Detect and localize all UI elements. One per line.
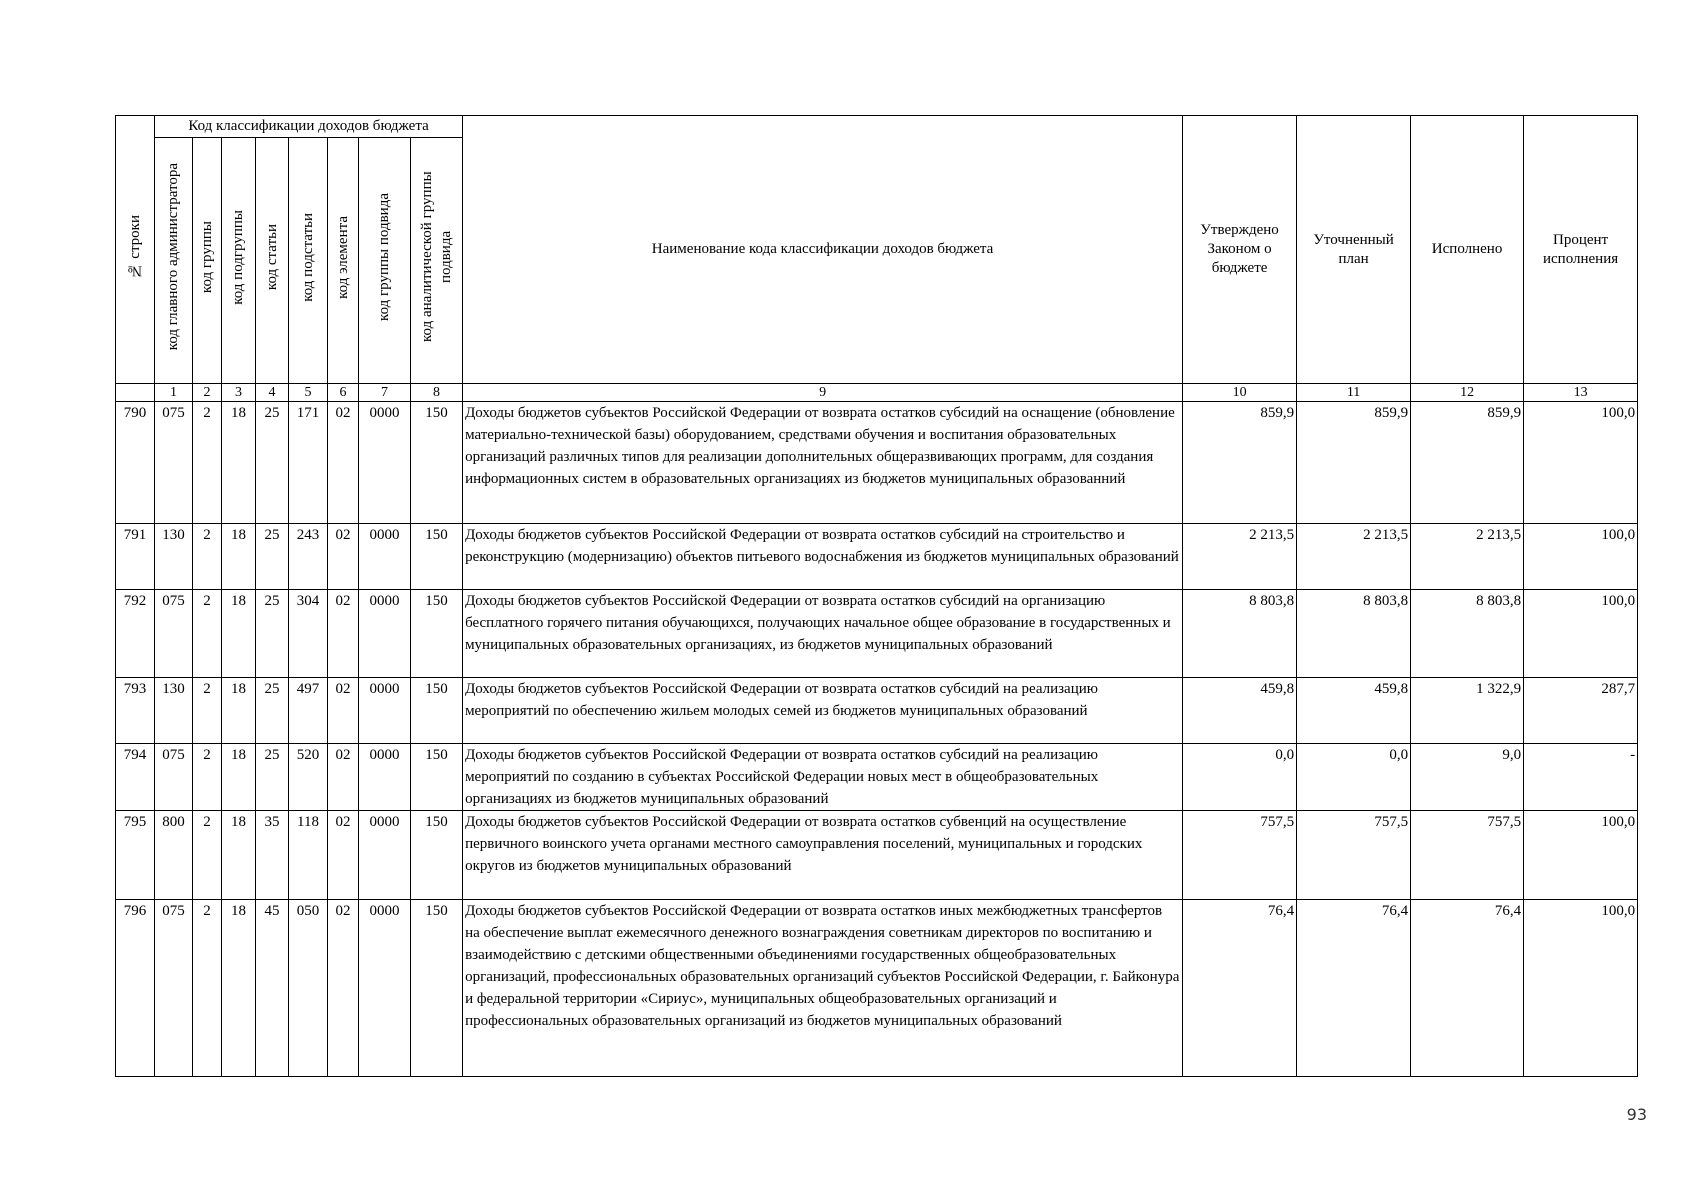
code-subtype-group: 0000 xyxy=(359,900,411,1077)
column-number: 12 xyxy=(1411,384,1524,402)
refined-value: 2 213,5 xyxy=(1297,524,1411,590)
code-subtype-group: 0000 xyxy=(359,402,411,524)
revenue-name: Доходы бюджетов субъектов Российской Федерации от возврата остатков субсидий на организацию бесплатного горячего питания обучающихся, получающих начальное общее образование в государственных и муниципальных образовательных организациях, из бюджетов муниципальных образований xyxy=(463,590,1183,678)
code-group: 2 xyxy=(193,900,222,1077)
header-executed: Исполнено xyxy=(1411,116,1524,384)
row-number: 792 xyxy=(116,590,155,678)
code-subarticle: 243 xyxy=(289,524,328,590)
code-article: 25 xyxy=(256,744,289,811)
code-subgroup: 18 xyxy=(222,402,256,524)
refined-value: 459,8 xyxy=(1297,678,1411,744)
approved-value: 8 803,8 xyxy=(1183,590,1297,678)
refined-value: 8 803,8 xyxy=(1297,590,1411,678)
code-subarticle: 171 xyxy=(289,402,328,524)
header-approved: Утверждено Законом о бюджете xyxy=(1183,116,1297,384)
header-classification-group: Код классификации доходов бюджета xyxy=(155,116,463,138)
code-analytic-group: 150 xyxy=(411,590,463,678)
code-admin: 800 xyxy=(155,811,193,900)
approved-value: 757,5 xyxy=(1183,811,1297,900)
code-subtype-group: 0000 xyxy=(359,811,411,900)
code-group: 2 xyxy=(193,402,222,524)
code-analytic-group: 150 xyxy=(411,678,463,744)
header-code-subarticle: код подстатьи xyxy=(289,138,328,384)
code-group: 2 xyxy=(193,678,222,744)
executed-value: 757,5 xyxy=(1411,811,1524,900)
revenue-name: Доходы бюджетов субъектов Российской Федерации от возврата остатков субсидий на реализацию мероприятий по обеспечению жильем молодых семей из бюджетов муниципальных образований xyxy=(463,678,1183,744)
refined-value: 76,4 xyxy=(1297,900,1411,1077)
approved-value: 459,8 xyxy=(1183,678,1297,744)
column-number: 6 xyxy=(328,384,359,402)
code-subarticle: 304 xyxy=(289,590,328,678)
header-code-article: код статьи xyxy=(256,138,289,384)
table-row xyxy=(116,744,1638,811)
code-subgroup: 18 xyxy=(222,744,256,811)
code-subgroup: 18 xyxy=(222,590,256,678)
code-admin: 075 xyxy=(155,900,193,1077)
executed-value: 8 803,8 xyxy=(1411,590,1524,678)
column-number: 2 xyxy=(193,384,222,402)
code-group: 2 xyxy=(193,744,222,811)
revenue-name: Доходы бюджетов субъектов Российской Федерации от возврата остатков субсидий на оснащение (обновление материально-технической базы) оборудованием, средствами обучения и воспитания образовательных организаций различных типов для реализации дополнительных общеразвивающих программ, для создания информационных систем в образовательных организациях из бюджетов муниципальных образованний xyxy=(463,402,1183,524)
code-element: 02 xyxy=(328,402,359,524)
header-code-element: код элемента xyxy=(328,138,359,384)
header-row-number: № строки xyxy=(116,116,155,384)
executed-value: 2 213,5 xyxy=(1411,524,1524,590)
code-element: 02 xyxy=(328,678,359,744)
revenue-name: Доходы бюджетов субъектов Российской Федерации от возврата остатков иных межбюджетных трансфертов на обеспечение выплат ежемесячного денежного вознаграждения советникам директоров по воспитанию и взаимодействию с детскими общественными объединениями государственных общеобразовательных организаций, профессиональных образовательных организаций субъектов Российской Федерации, г. Байконура и федеральной территории «Сириус», муниципальных общеобразовательных организаций и профессиональных образовательных организаций из бюджетов муниципальных образований xyxy=(463,900,1183,1077)
code-subtype-group: 0000 xyxy=(359,744,411,811)
column-number: 4 xyxy=(256,384,289,402)
column-number: 1 xyxy=(155,384,193,402)
percent-value: 287,7 xyxy=(1524,678,1638,744)
code-admin: 130 xyxy=(155,678,193,744)
row-number: 795 xyxy=(116,811,155,900)
header-code-group: код группы xyxy=(193,138,222,384)
code-group: 2 xyxy=(193,524,222,590)
column-number: 3 xyxy=(222,384,256,402)
header-code-subgroup: код подгруппы xyxy=(222,138,256,384)
executed-value: 1 322,9 xyxy=(1411,678,1524,744)
code-admin: 075 xyxy=(155,402,193,524)
row-number: 794 xyxy=(116,744,155,811)
row-number: 796 xyxy=(116,900,155,1077)
table-row xyxy=(116,402,1638,524)
refined-value: 0,0 xyxy=(1297,744,1411,811)
code-article: 45 xyxy=(256,900,289,1077)
page-number: 93 xyxy=(1626,1105,1647,1124)
column-number: 7 xyxy=(359,384,411,402)
column-number: 10 xyxy=(1183,384,1297,402)
code-element: 02 xyxy=(328,744,359,811)
code-element: 02 xyxy=(328,900,359,1077)
header-refined: Уточненный план xyxy=(1297,116,1411,384)
column-number xyxy=(116,384,155,402)
executed-value: 76,4 xyxy=(1411,900,1524,1077)
row-number: 790 xyxy=(116,402,155,524)
code-group: 2 xyxy=(193,811,222,900)
code-admin: 130 xyxy=(155,524,193,590)
table-row xyxy=(116,900,1638,1077)
header-code-analytic-group: код аналитической группы подвида xyxy=(411,138,463,384)
code-element: 02 xyxy=(328,524,359,590)
code-analytic-group: 150 xyxy=(411,744,463,811)
column-number-row xyxy=(116,384,1638,402)
executed-value: 859,9 xyxy=(1411,402,1524,524)
refined-value: 859,9 xyxy=(1297,402,1411,524)
table-row xyxy=(116,811,1638,900)
percent-value: 100,0 xyxy=(1524,590,1638,678)
column-number: 9 xyxy=(463,384,1183,402)
header-percent: Процент исполнения xyxy=(1524,116,1638,384)
percent-value: 100,0 xyxy=(1524,811,1638,900)
row-number: 793 xyxy=(116,678,155,744)
code-analytic-group: 150 xyxy=(411,811,463,900)
code-subtype-group: 0000 xyxy=(359,678,411,744)
table-row xyxy=(116,590,1638,678)
code-analytic-group: 150 xyxy=(411,524,463,590)
percent-value: 100,0 xyxy=(1524,402,1638,524)
table-row xyxy=(116,524,1638,590)
code-subtype-group: 0000 xyxy=(359,524,411,590)
code-article: 25 xyxy=(256,402,289,524)
table-row xyxy=(116,678,1638,744)
code-subgroup: 18 xyxy=(222,524,256,590)
code-subarticle: 520 xyxy=(289,744,328,811)
code-element: 02 xyxy=(328,590,359,678)
code-subgroup: 18 xyxy=(222,678,256,744)
code-article: 25 xyxy=(256,524,289,590)
header-code-admin: код главного администратора xyxy=(155,138,193,384)
code-article: 25 xyxy=(256,678,289,744)
header-name: Наименование кода классификации доходов бюджета xyxy=(463,116,1183,384)
code-subarticle: 497 xyxy=(289,678,328,744)
executed-value: 9,0 xyxy=(1411,744,1524,811)
approved-value: 859,9 xyxy=(1183,402,1297,524)
header-code-subtype-group: код группы подвида xyxy=(359,138,411,384)
code-subtype-group: 0000 xyxy=(359,590,411,678)
column-number: 5 xyxy=(289,384,328,402)
revenue-name: Доходы бюджетов субъектов Российской Федерации от возврата остатков субсидий на реализацию мероприятий по созданию в субъектах Российской Федерации новых мест в общеобразовательных организациях из бюджетов муниципальных образований xyxy=(463,744,1183,811)
column-number: 13 xyxy=(1524,384,1638,402)
budget-revenue-table xyxy=(115,115,1638,1077)
percent-value: - xyxy=(1524,744,1638,811)
approved-value: 2 213,5 xyxy=(1183,524,1297,590)
row-number: 791 xyxy=(116,524,155,590)
code-analytic-group: 150 xyxy=(411,900,463,1077)
approved-value: 76,4 xyxy=(1183,900,1297,1077)
code-element: 02 xyxy=(328,811,359,900)
refined-value: 757,5 xyxy=(1297,811,1411,900)
code-group: 2 xyxy=(193,590,222,678)
code-subarticle: 050 xyxy=(289,900,328,1077)
code-subgroup: 18 xyxy=(222,900,256,1077)
percent-value: 100,0 xyxy=(1524,900,1638,1077)
percent-value: 100,0 xyxy=(1524,524,1638,590)
approved-value: 0,0 xyxy=(1183,744,1297,811)
column-number: 11 xyxy=(1297,384,1411,402)
code-subarticle: 118 xyxy=(289,811,328,900)
code-admin: 075 xyxy=(155,744,193,811)
revenue-name: Доходы бюджетов субъектов Российской Федерации от возврата остатков субсидий на строительство и реконструкцию (модернизацию) объектов питьевого водоснабжения из бюджетов муниципальных образований xyxy=(463,524,1183,590)
column-number: 8 xyxy=(411,384,463,402)
code-analytic-group: 150 xyxy=(411,402,463,524)
code-admin: 075 xyxy=(155,590,193,678)
code-article: 25 xyxy=(256,590,289,678)
code-article: 35 xyxy=(256,811,289,900)
code-subgroup: 18 xyxy=(222,811,256,900)
revenue-name: Доходы бюджетов субъектов Российской Федерации от возврата остатков субвенций на осуществление первичного воинского учета органами местного самоуправления поселений, муниципальных и городских округов из бюджетов муниципальных образований xyxy=(463,811,1183,900)
